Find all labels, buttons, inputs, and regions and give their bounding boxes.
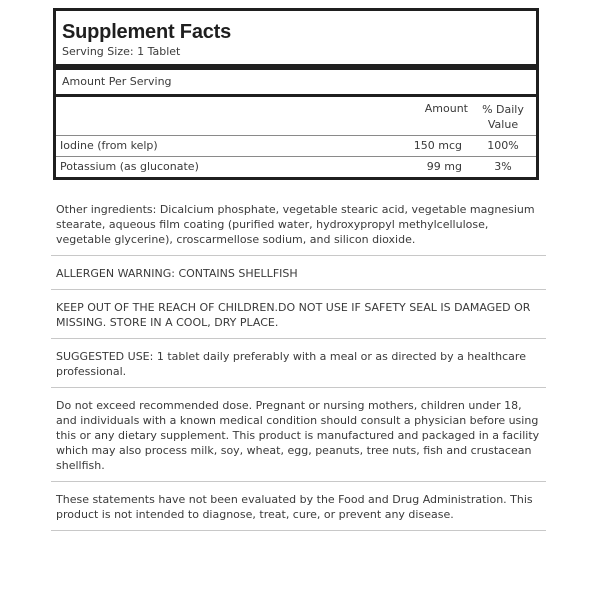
dosage-warning: Do not exceed recommended dose. Pregnant or nursing mothers, children under 18, and individuals with a known medical condition should consult a physician before using this or any dietary supplement. This product is manufactured and packaged in a facility which may also process milk, soy, wheat, egg, peanuts, tree nuts, fish and crustacean shellfish.: [51, 388, 546, 482]
nutrient-amount: 99 mg: [378, 157, 474, 178]
nutrient-name: Potassium (as gluconate): [56, 157, 378, 178]
storage-warning: KEEP OUT OF THE REACH OF CHILDREN.DO NOT USE IF SAFETY SEAL IS DAMAGED OR MISSING. STORE IN A COOL, DRY PLACE.: [51, 290, 546, 339]
header-dv-line2: Value: [487, 118, 519, 131]
table-row: [56, 136, 536, 157]
header-dv-line1: % Daily: [482, 103, 524, 116]
nutrient-name: Iodine (from kelp): [56, 136, 378, 157]
serving-size: Serving Size: 1 Tablet: [62, 45, 181, 58]
fda-disclaimer: These statements have not been evaluated by the Food and Drug Administration. This product is not intended to diagnose, treat, cure, or prevent any disease.: [51, 482, 546, 531]
amount-per-serving: Amount Per Serving: [62, 75, 172, 88]
nutrient-daily-value: 100%: [474, 136, 536, 157]
supplement-facts-panel: [53, 8, 539, 180]
header-daily-value: [474, 97, 536, 136]
table-row: [56, 157, 536, 178]
facts-title: Supplement Facts: [62, 21, 232, 43]
suggested-use: SUGGESTED USE: 1 tablet daily preferably with a meal or as directed by a healthcare professional.: [51, 339, 546, 388]
header-amount: Amount: [424, 102, 468, 115]
nutrient-table: [56, 97, 536, 177]
allergen-warning: ALLERGEN WARNING: CONTAINS SHELLFISH: [51, 256, 546, 290]
other-ingredients: Other ingredients: Dicalcium phosphate, vegetable stearic acid, vegetable magnesium stearate, aqueous film coating (purified water, hydroxypropyl methylcellulose, vegetable glycerine), croscarmellose sodium, and silicon dioxide.: [51, 180, 546, 256]
nutrient-table-header: [56, 97, 536, 136]
header-blank: [56, 97, 378, 136]
label-page: [51, 8, 546, 531]
nutrient-daily-value: 3%: [474, 157, 536, 178]
nutrient-amount: 150 mcg: [378, 136, 474, 157]
